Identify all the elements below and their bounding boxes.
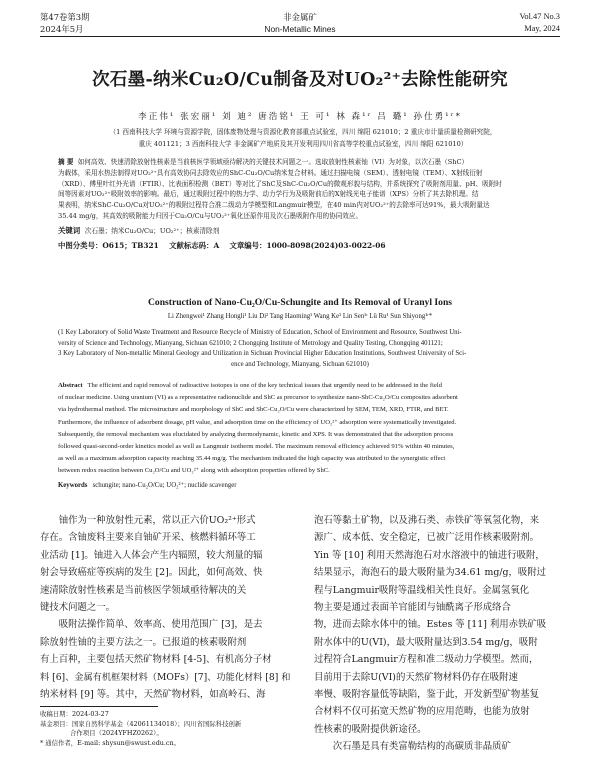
body-line: 源广、成本低、安全稳定，已被广泛用作核素吸附剂。	[314, 532, 540, 544]
affiliation-en-line: versity of Science and Technology, Mianyang, Sichuan 621010; 2 Chongqing Institute of Metrology and Quality Testing, Chongqing 401121;	[58, 339, 443, 347]
abstract-en-line: as well as a maximum adsorption capacity reaching 35.44 mg/g. The mechanism indicated the high capacity was attributed to the synergistic effect	[58, 455, 446, 463]
body-line: 性核素的吸附提供新途径。	[314, 723, 427, 735]
abstract-en-line: via hydrothermal method. The microstructure and morphology of ShC and ShC-Cu₂O/Cu were characterized by SEM, TEM, XRD, FTIR, and BET.	[58, 406, 449, 414]
header-date-cn: 2024年5月	[40, 24, 84, 34]
header-volume: 第47卷第3期	[40, 12, 90, 22]
abstract-en-line: of nuclear medicine. Using uranium (VI) as a representative radionuclide and ShC as precursor to synthesize nano-ShC-Cu₂O/Cu composites adsorbent	[58, 394, 458, 402]
body-line: 吸附法操作简单、效率高、使用范围广 [3]，是去	[40, 619, 263, 631]
keywords-en-label: Keywords	[58, 482, 88, 489]
keywords-cn-label: 关键词	[58, 226, 81, 235]
abstract-cn-line: 为载体，采用水热法制得对UO₂²⁺具有高效协同去除效应的ShC-Cu₂O/Cu纳米复合材料。通过扫描电镜（SEM）、透射电镜（TEM）、X射线衍射	[58, 168, 483, 177]
footnote-corresponding: * 通信作者，E-mail: shysun@swust.edu.cn。	[40, 738, 181, 747]
affiliation-cn-line: （1 西南科技大学 环境与资源学院，固体废物处理与资源化教育部重点试验室，四川 绵阳 621010；2 重庆市计量质量检测研究院，	[109, 128, 497, 136]
body-line: 合材料不仅可拓宽天然矿物的应用范畴，也能为放射	[314, 706, 530, 718]
affiliations-en	[58, 328, 542, 371]
header-date-en: May, 2024	[524, 24, 560, 33]
clc-number: O615；TB321	[102, 241, 159, 250]
abstract-cn-line: 间等因素对UO₂²⁺吸附效率的影响。最后，通过吸附过程中的热力学、动力学行为及吸附前后的X射线光电子能谱（XPS）分析了其去除机理。结	[58, 190, 479, 199]
paper-title-en: Construction of Nano-Cu₂O/Cu-Schungite and Its Removal of Uranyl Ions	[147, 297, 453, 308]
body-line: 除放射性铀的主要方法之一。已报道的核素吸附剂	[40, 636, 247, 648]
footnote-funding-cont: 合作项目（2024YFHZ0262）。	[70, 729, 163, 738]
affiliation-en-line: 3 Key Laboratory of Non-metallic Mineral Geology and Utilization in Sichuan Provincial Higher Education Institutions, Southwest University of Sci-	[58, 350, 467, 358]
body-line: 射会导致癌症等疾病的发生 [2]。因此，如何高效、快	[40, 567, 263, 579]
keywords-cn	[58, 225, 219, 236]
body-line: 有上百种，主要包括天然矿物材料 [4-5]、有机高分子材	[40, 654, 272, 666]
body-line: 次石墨是具有类富勒结构的高碳质非晶质矿	[314, 741, 511, 753]
body-line: 率慢、吸附容量低等缺陷，鉴于此，开发新型矿物基复	[314, 689, 540, 701]
authors-en: Li Zhengwei¹ Zhang Hongli¹ Liu Di² Tang Haoming¹ Wang Ke¹ Lin Sen¹ʳ Lü Ru¹ Sun Shiyong¹ʳ*	[167, 313, 433, 320]
body-left-column	[40, 512, 294, 703]
body-right-column	[314, 512, 564, 756]
abstract-en-line: The efficient and rapid removal of radioactive isotopes is one of the key technical issues that urgently need to be addressed in the field	[87, 382, 442, 389]
abstract-en-label: Abstract	[58, 382, 83, 389]
body-line: 物主要是通过表面羊官能团与铀酰离子形成络合	[314, 602, 511, 614]
body-line: 物，进而去除水体中的铀。Estes 等 [11] 利用赤铁矿吸	[314, 619, 547, 631]
body-line: 过程符合Langmuir方程和准二级动力学模型。然而，	[314, 654, 539, 666]
body-line: 键技术问题之一。	[40, 602, 116, 614]
abstract-en	[58, 380, 542, 478]
body-line: Yin 等 [10] 利用天然海泡石对水溶液中的铀进行吸附，	[314, 549, 545, 561]
keywords-en-text: schungite; nano-Cu₂O/Cu; UO₂²⁺; nuclide scavenger	[92, 482, 237, 489]
abstract-en-line: followed quasi-second-order kinetics model as well as Langmuir isotherm model. The maximum removal efficiency achieved 91% within 40 minutes,	[58, 443, 455, 451]
body-line: 业活动 [1]。铀进入人体会产生内辐照，较大剂量的辐	[40, 549, 263, 561]
body-line: 程与Langmuir吸附等温线相关性良好。金属氢氧化	[314, 584, 530, 596]
affiliation-cn-line: 重庆 401121；3 西南科技大学 非金属矿产地质及其开发利用四川省高等学校重点试验室，四川 绵阳 621010）	[138, 140, 468, 148]
body-line: 存在。含铀废料主要来自铀矿开采、核燃料循环等工	[40, 532, 256, 544]
abstract-cn	[58, 157, 542, 222]
keywords-cn-text: 次石墨；纳米Cu₂O/Cu；UO₂²⁺；核素清除剂	[84, 227, 220, 235]
classification-line	[58, 240, 386, 251]
article-no-label: 文章编号：	[229, 241, 267, 250]
abstract-cn-line: 如何高效、快速清除放射性核素是当前核医学领域亟待解决的关键技术问题之一。选取放射性核素铀（VI）为对象，以次石墨（ShC）	[77, 158, 469, 166]
affiliation-en-line: (1 Key Laboratory of Solid Waste Treatment and Resource Recycle of Ministry of Education, School of Environment and Resource, Southwest Uni-	[58, 329, 462, 336]
affiliation-en-line: ence and Technology, Mianyang, Sichuan 621010)	[231, 361, 369, 369]
header-journal-cn: 非金属矿	[283, 12, 317, 22]
paper-title-cn: 次石墨-纳米Cu₂O/Cu制备及对UO₂²⁺去除性能研究	[92, 70, 508, 90]
abstract-cn-line: 果表明，纳米ShC-Cu₂O/Cu对UO₂²⁺的吸附过程符合准二级动力学模型和Langmuir模型，在40 min内对UO₂²⁺的去除率可达91%，最大吸附量达	[58, 201, 490, 210]
header-rule	[40, 36, 560, 37]
footnote-rule	[40, 706, 158, 707]
body-line: 料 [6]、金属有机框架材料（MOFs）[7]、功能化材料 [8] 和	[40, 671, 291, 683]
abstract-cn-line: 35.44 mg/g，其高效的吸附能力归因于Cu₂O/Cu与UO₂²⁺氧化还原作用及次石墨吸附作用的协同效应。	[58, 211, 363, 220]
body-line: 附水体中的U(VI)，最大吸附量达到3.54 mg/g，吸附	[314, 636, 538, 648]
footnote-funding: 基金项目：国家自然科学基金（42061134018）；四川省国际科技创新	[40, 719, 242, 728]
body-line: 速清除放射性核素是当前核医学领域亟待解决的关	[40, 584, 247, 596]
abstract-cn-label: 摘 要	[58, 158, 74, 166]
body-line: 泡石等黏土矿物，以及沸石类、赤铁矿等氧氢化物，来	[314, 515, 540, 526]
body-line: 目前用于去除U(VI)的天然矿物材料仍存在吸附速	[314, 671, 518, 683]
abstract-cn-line: （XRD）、傅里叶红外光谱（FTIR）、比表面积检测（BET）等对比了ShC及ShC-Cu₂O/Cu的微观形貌与结构，并系统探究了吸附剂用量、pH、吸附时	[58, 179, 502, 188]
doc-code-label: 文献标志码：	[169, 241, 214, 250]
abstract-en-line: between redox reaction between Cu₂O/Cu and UO₂²⁺ along with adsorption properties offered by ShC.	[58, 467, 330, 475]
abstract-en-line: Subsequently, the removal mechanism was elucidated by analyzing thermodynamic, kinetic and XPS. It was demonstrated that the adsorption process	[58, 430, 454, 438]
body-line: 结果显示，海泡石的最大吸附量为34.61 mg/g，吸附过	[314, 567, 546, 579]
header-vol-en: Vol.47 No.3	[519, 12, 560, 21]
abstract-en-line: Furthermore, the influence of adsorbent dosage, pH value, and adsorption time on the efficiency of UO₂²⁺ adsorption were systematically investigated.	[58, 418, 457, 426]
clc-label: 中图分类号：	[58, 241, 103, 250]
article-no: 1000-8098(2024)03-0022-06	[266, 241, 386, 250]
doc-code: A	[213, 241, 220, 250]
header-journal-en: Non-Metallic Mines	[264, 24, 336, 34]
keywords-en	[58, 481, 237, 489]
footnotes	[40, 710, 294, 748]
body-line: 纳米材料 [9] 等。其中，天然矿物材料，如高岭石、海	[40, 689, 266, 701]
body-line: 铀作为一种放射性元素，常以正六价UO₂²⁺形式	[40, 515, 256, 526]
footnote-received: 收稿日期：2024-03-27	[40, 710, 109, 718]
authors-cn: 李正伟¹ 张宏丽¹ 刘 迪² 唐浩铭¹ 王 可¹ 林 森¹ʳ 吕 璐¹ 孙仕勇¹ʳ*	[138, 112, 462, 122]
